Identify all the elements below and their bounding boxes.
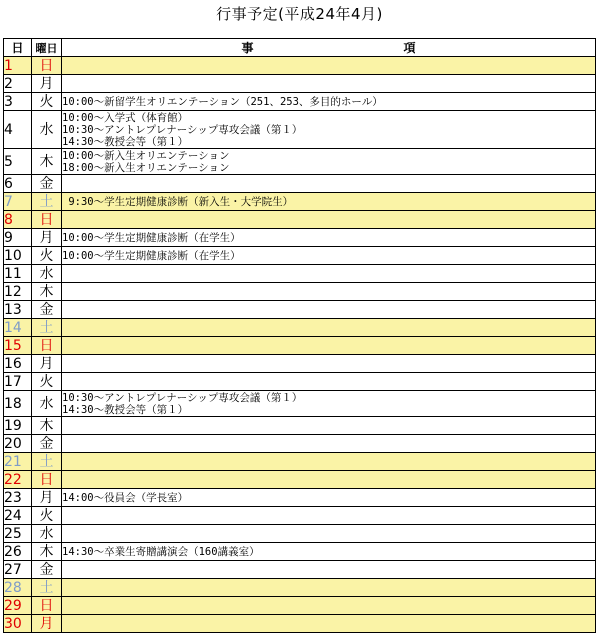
weekday-cell: 火 <box>32 247 62 265</box>
events-cell <box>62 283 596 301</box>
table-row <box>4 301 596 319</box>
events-cell <box>62 579 596 597</box>
header-day: 日 <box>4 39 32 57</box>
events-cell <box>62 453 596 471</box>
events-cell <box>62 319 596 337</box>
table-row <box>4 579 596 597</box>
table-row <box>4 229 596 247</box>
day-cell: 25 <box>4 525 32 543</box>
events-cell <box>62 355 596 373</box>
weekday-cell: 水 <box>32 391 62 417</box>
weekday-cell: 土 <box>32 453 62 471</box>
day-cell: 16 <box>4 355 32 373</box>
weekday-cell: 木 <box>32 417 62 435</box>
day-cell: 28 <box>4 579 32 597</box>
day-cell: 26 <box>4 543 32 561</box>
table-row <box>4 597 596 615</box>
events-cell <box>62 417 596 435</box>
event-line: 10:00～学生定期健康診断（在学生） <box>62 249 241 262</box>
weekday-cell: 日 <box>32 337 62 355</box>
day-cell: 3 <box>4 93 32 111</box>
weekday-cell: 月 <box>32 229 62 247</box>
table-row <box>4 193 596 211</box>
events-cell <box>62 301 596 319</box>
events-cell <box>62 211 596 229</box>
event-line: 18:00～新入生オリエンテーション <box>62 161 230 174</box>
weekday-cell: 水 <box>32 525 62 543</box>
table-row <box>4 211 596 229</box>
events-cell <box>62 247 596 265</box>
events-cell <box>62 615 596 633</box>
day-cell: 18 <box>4 391 32 417</box>
events-cell <box>62 111 596 149</box>
table-row <box>4 355 596 373</box>
table-row <box>4 283 596 301</box>
table-row <box>4 507 596 525</box>
event-line: 14:30～卒業生寄贈講演会（160講義室） <box>62 545 260 558</box>
weekday-cell: 月 <box>32 489 62 507</box>
events-cell <box>62 175 596 193</box>
table-row <box>4 373 596 391</box>
event-line: 10:00～新留学生オリエンテーション（251、253、多目的ホール） <box>62 95 383 108</box>
weekday-cell: 火 <box>32 93 62 111</box>
day-cell: 29 <box>4 597 32 615</box>
day-cell: 4 <box>4 111 32 149</box>
header-events-char-2: 項 <box>403 41 416 55</box>
events-cell <box>62 391 596 417</box>
weekday-cell: 金 <box>32 435 62 453</box>
header-events-char-1: 事 <box>241 41 254 55</box>
event-line: 10:30～アントレプレナーシップ専攻会議（第１） <box>62 391 303 404</box>
day-cell: 15 <box>4 337 32 355</box>
weekday-cell: 水 <box>32 265 62 283</box>
events-cell <box>62 543 596 561</box>
event-line: 14:30～教授会等（第１） <box>62 403 189 416</box>
day-cell: 8 <box>4 211 32 229</box>
table-row <box>4 615 596 633</box>
events-cell <box>62 525 596 543</box>
weekday-cell: 金 <box>32 301 62 319</box>
events-cell <box>62 507 596 525</box>
day-cell: 21 <box>4 453 32 471</box>
weekday-cell: 土 <box>32 193 62 211</box>
weekday-cell: 水 <box>32 111 62 149</box>
day-cell: 2 <box>4 75 32 93</box>
day-cell: 11 <box>4 265 32 283</box>
day-cell: 7 <box>4 193 32 211</box>
weekday-cell: 月 <box>32 75 62 93</box>
events-cell <box>62 435 596 453</box>
events-cell <box>62 337 596 355</box>
event-line: 10:30～アントレプレナーシップ専攻会議（第１） <box>62 123 303 136</box>
weekday-cell: 金 <box>32 175 62 193</box>
day-cell: 20 <box>4 435 32 453</box>
schedule-table <box>3 38 596 633</box>
event-line: 9:30～学生定期健康診断（新入生・大学院生） <box>62 195 294 208</box>
events-cell <box>62 489 596 507</box>
weekday-cell: 日 <box>32 57 62 75</box>
day-cell: 13 <box>4 301 32 319</box>
day-cell: 22 <box>4 471 32 489</box>
event-line: 14:00～役員会（学長室） <box>62 491 189 504</box>
events-cell <box>62 149 596 175</box>
day-cell: 10 <box>4 247 32 265</box>
weekday-cell: 木 <box>32 283 62 301</box>
events-cell <box>62 597 596 615</box>
events-cell <box>62 229 596 247</box>
table-row <box>4 75 596 93</box>
table-row <box>4 175 596 193</box>
weekday-cell: 月 <box>32 615 62 633</box>
table-row <box>4 525 596 543</box>
event-line: 10:00～入学式（体育館） <box>62 111 189 124</box>
day-cell: 27 <box>4 561 32 579</box>
events-cell <box>62 471 596 489</box>
day-cell: 6 <box>4 175 32 193</box>
table-row <box>4 489 596 507</box>
events-cell <box>62 93 596 111</box>
weekday-cell: 土 <box>32 579 62 597</box>
table-row <box>4 149 596 175</box>
table-row <box>4 319 596 337</box>
weekday-cell: 日 <box>32 471 62 489</box>
weekday-cell: 土 <box>32 319 62 337</box>
day-cell: 23 <box>4 489 32 507</box>
table-row <box>4 247 596 265</box>
table-row <box>4 561 596 579</box>
header-events <box>62 39 596 57</box>
event-line: 10:00～学生定期健康診断（在学生） <box>62 231 241 244</box>
events-cell <box>62 193 596 211</box>
events-cell <box>62 561 596 579</box>
table-row <box>4 417 596 435</box>
day-cell: 1 <box>4 57 32 75</box>
weekday-cell: 日 <box>32 211 62 229</box>
table-row <box>4 265 596 283</box>
events-cell <box>62 373 596 391</box>
weekday-cell: 月 <box>32 355 62 373</box>
day-cell: 14 <box>4 319 32 337</box>
events-cell <box>62 57 596 75</box>
table-row <box>4 93 596 111</box>
day-cell: 17 <box>4 373 32 391</box>
weekday-cell: 火 <box>32 373 62 391</box>
day-cell: 19 <box>4 417 32 435</box>
day-cell: 9 <box>4 229 32 247</box>
table-row <box>4 453 596 471</box>
day-cell: 24 <box>4 507 32 525</box>
weekday-cell: 火 <box>32 507 62 525</box>
table-row <box>4 337 596 355</box>
event-line: 14:30～教授会等（第１） <box>62 135 189 148</box>
day-cell: 12 <box>4 283 32 301</box>
weekday-cell: 木 <box>32 543 62 561</box>
weekday-cell: 日 <box>32 597 62 615</box>
weekday-cell: 木 <box>32 149 62 175</box>
event-line: 10:00～新入生オリエンテーション <box>62 149 230 162</box>
table-row <box>4 391 596 417</box>
table-header-row <box>4 39 596 57</box>
table-row <box>4 57 596 75</box>
table-row <box>4 471 596 489</box>
table-row <box>4 111 596 149</box>
table-row <box>4 543 596 561</box>
table-row <box>4 435 596 453</box>
events-cell <box>62 75 596 93</box>
day-cell: 5 <box>4 149 32 175</box>
day-cell: 30 <box>4 615 32 633</box>
header-weekday: 曜日 <box>32 39 62 57</box>
events-cell <box>62 265 596 283</box>
page-title: 行事予定(平成24年4月) <box>216 5 383 23</box>
weekday-cell: 金 <box>32 561 62 579</box>
